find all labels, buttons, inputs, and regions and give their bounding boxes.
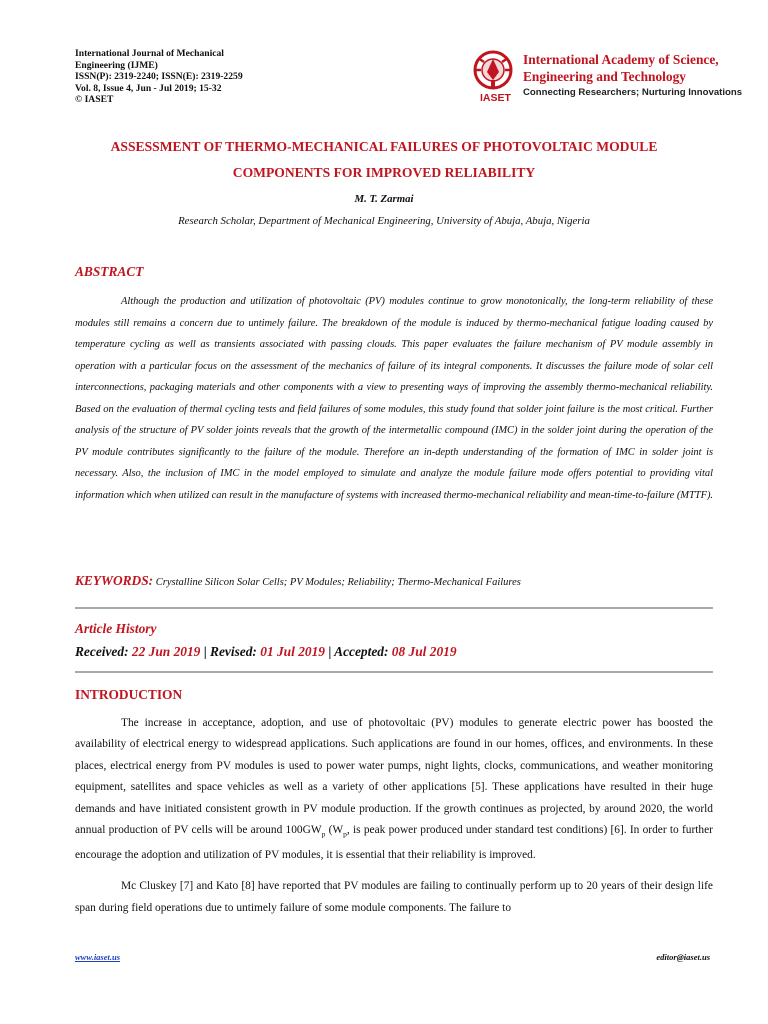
history-separator-2: | [328,644,332,659]
revised-date: 01 Jul 2019 [260,644,325,659]
author-affiliation: Research Scholar, Department of Mechanical Engineering, University of Abuja, Abuja, Nigeria [178,215,590,227]
footer-email: editor@iaset.us [656,952,710,962]
journal-line-1: International Journal of Mechanical [75,48,224,59]
introduction-heading: INTRODUCTION [75,687,183,702]
journal-line-2: Engineering (IJME) [75,59,158,71]
received-date: 22 Jun 2019 [131,644,201,659]
introduction-body [75,713,713,929]
revised-label: Revised: [210,644,257,659]
received-label: Received: [75,644,129,659]
journal-info [75,48,275,106]
accepted-label: Accepted: [334,644,389,659]
iaset-logo [470,46,743,108]
journal-line-4: Vol. 8, Issue 4, Jun - Jul 2019; 15-32 [75,82,222,94]
abstract-heading: ABSTRACT [75,264,144,279]
accepted-date: 08 Jul 2019 [391,644,457,659]
logo-acronym: IASET [480,92,511,104]
article-history-heading: Article History [75,621,157,636]
history-separator-1: | [203,644,207,659]
title-line-2: COMPONENTS FOR IMPROVED RELIABILITY [232,165,536,180]
keywords-label: KEYWORDS: [75,573,154,588]
article-title [40,134,728,186]
logo-tagline: Connecting Researchers; Nurturing Innovations [523,87,743,98]
logo-line-2: Engineering and Technology [523,69,686,84]
abstract-text: Although the production and utilization of photovoltaic (PV) modules continue to grow monotonically, the long-term reliability of these modules still remains a concern due to untimely failure. The breakdown of the module is induced by thermo-mechanical fatigue loading caused by temperature cycling as well as transients associated with passing clouds. This paper evaluates the failure mechanism of PV module assembly in operation with a particular focus on the assessment of the mechanics of failure of its integral components. It discusses the failure mode of solar cell interconnections, packaging materials and other components with a view to presenting ways of improving the assembly thermo-mechanical reliability. Based on the evaluation of thermal cycling tests and field failures of some modules, this study found that solder joint failure is the most critical. Further analysis of the structure of PV solder joints reveals that the growth of the intermetallic compound (IMC) in the solder joint during the operation of the PV module contributes significantly to the failure of the module. Therefore an in-depth understanding of the formation of IMC in solder joint is necessary. Also, the inclusion of IMC in the model employed to simulate and analyze the module failure mode offers potential to providing vital information which when utilized can result in the manufacture of systems with increased thermo-mechanical reliability and mean-time-to-failure (MTTF). [75,296,713,501]
journal-line-3: ISSN(P): 2319-2240; ISSN(E): 2319-2259 [75,71,243,82]
keywords [75,573,715,589]
article-history-dates [75,644,457,660]
website-link[interactable]: www.iaset.us [75,952,121,962]
author-name: M. T. Zarmai [354,193,414,205]
introduction-paragraph-1: The increase in acceptance, adoption, and use of photovoltaic (PV) modules to generate electric power has boosted the availability of electrical energy to widespread applications. Such applications are found in our homes, offices, and environments. In these places, electrical energy from PV modules is used to power water pumps, night lights, clocks, communications, and weather monitoring equipment, satellites and space vehicles as well as a variety of other applications [5]. These applications have resulted in their huge demands and have initiated consistent growth in PV module production. If the growth continues as projected, by around 2020, the world annual production of PV cells will be around $100GW_p$ ($W_p$, is peak power produced under standard test conditions) [6]. In order to further encourage the adoption and utilization of PV modules, it is essential that their reliability is improved. [75,717,713,861]
keywords-text: Crystalline Silicon Solar Cells; PV Modules; Reliability; Thermo-Mechanical Failures [155,577,521,588]
divider-bottom [75,671,713,673]
title-line-1: ASSESSMENT OF THERMO-MECHANICAL FAILURES OF PHOTOVOLTAIC MODULE [110,139,658,154]
journal-line-5: © IASET [75,94,114,105]
logo-line-1: International Academy of Science, [523,52,719,67]
introduction-paragraph-2: Mc Cluskey [7] and Kato [8] have reported that PV modules are failing to continually perform up to 20 years of their design life span during field operations due to untimely failure of some module components. The failure to [75,880,713,914]
divider-top [75,607,713,609]
